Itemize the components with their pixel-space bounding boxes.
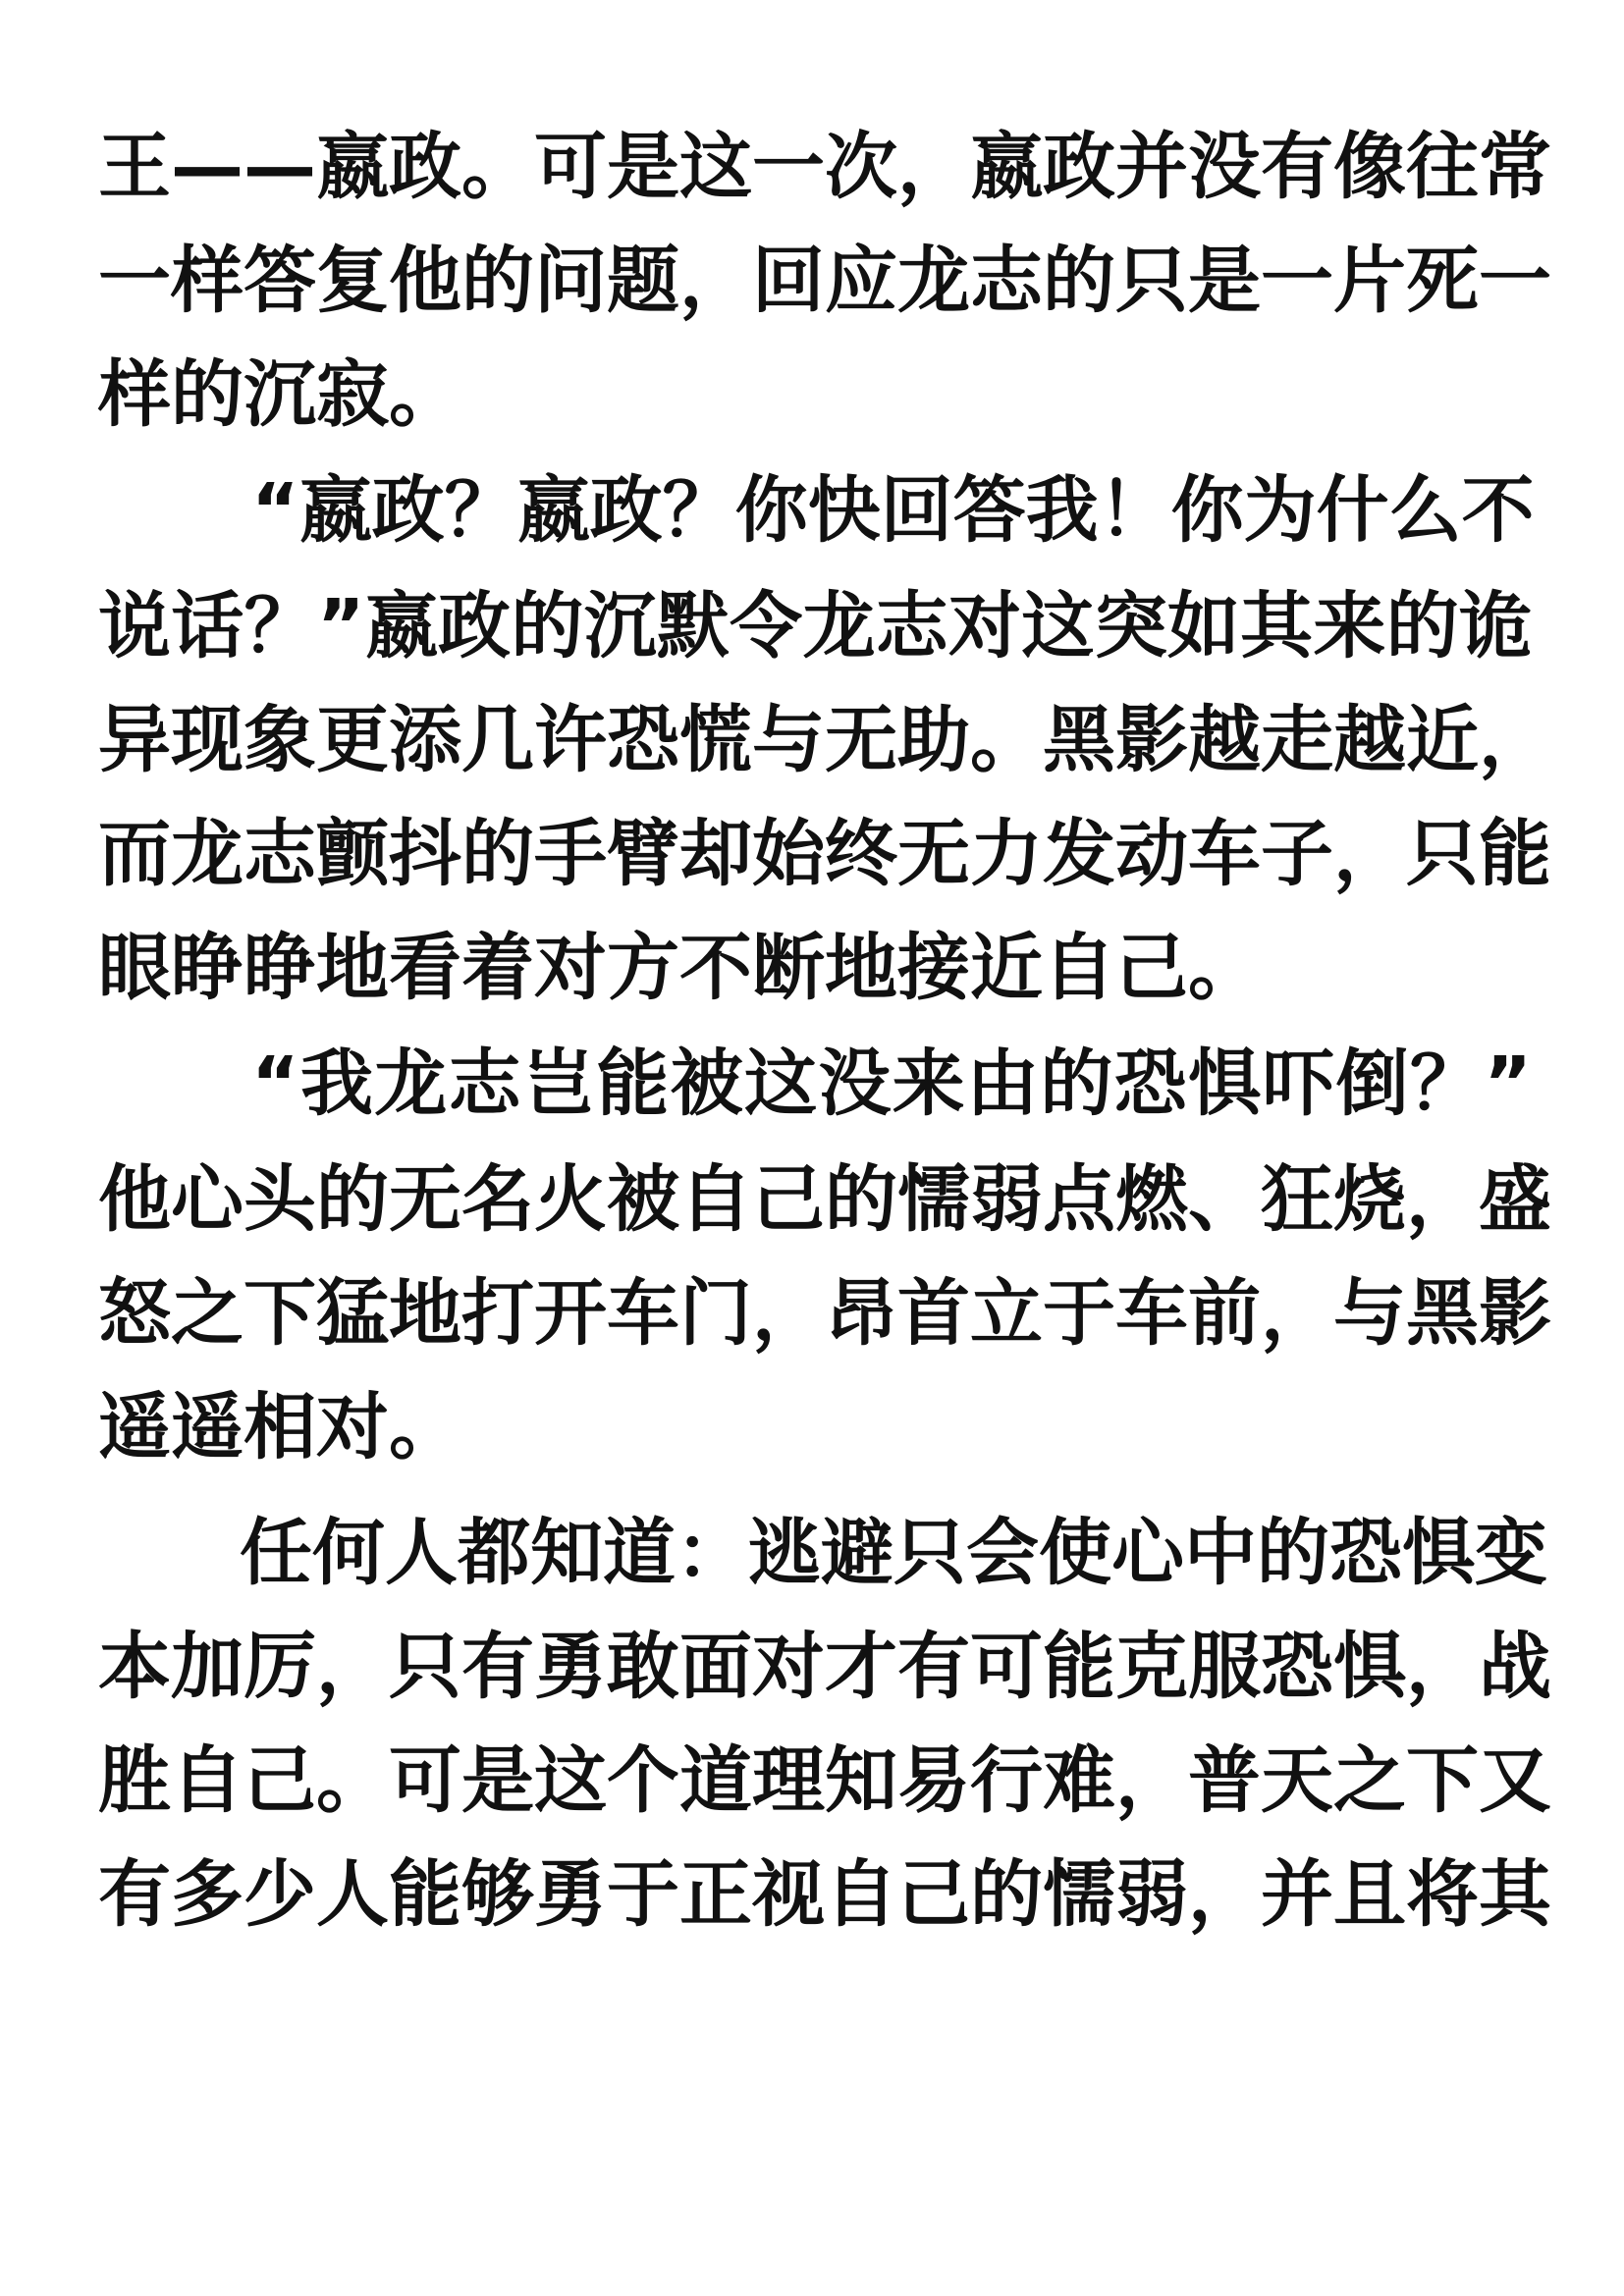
text-line: 他心头的无名火被自己的懦弱点燃、狂烧，盛 (98, 1157, 1551, 1242)
text-line: 说话？”嬴政的沉默令龙志对这突如其来的诡 (98, 584, 1532, 668)
text-line: 怒之下猛地打开车门，昂首立于车前，与黑影 (98, 1271, 1551, 1356)
text-line: 胜自己。可是这个道理知易行难，普天之下又 (98, 1738, 1551, 1823)
text-line: 一样答复他的问题，回应龙志的只是一片死一 (98, 239, 1551, 323)
text-line: 样的沉寂。 (98, 352, 461, 437)
text-line: 异现象更添几许恐慌与无助。黑影越走越近， (98, 698, 1551, 782)
text-line: 本加厉，只有勇敢面对才有可能克服恐惧，战 (98, 1625, 1551, 1709)
text-line: 任何人都知道：逃避只会使心中的恐惧变 (240, 1511, 1547, 1595)
text-line: “嬴政？嬴政？你快回答我！你为什么不 (251, 468, 1535, 553)
text-line: 眼睁睁地看着对方不断地接近自己。 (98, 926, 1261, 1010)
text-line: 有多少人能够勇于正视自己的懦弱，并且将其 (98, 1852, 1551, 1937)
text-line: 而龙志颤抖的手臂却始终无力发动车子，只能 (98, 812, 1551, 896)
text-line: 王——嬴政。可是这一次，嬴政并没有像往常 (98, 125, 1551, 209)
text-line: 遥遥相对。 (98, 1385, 461, 1469)
text-line: “我龙志岂能被这没来由的恐惧吓倒？” (251, 1041, 1532, 1126)
